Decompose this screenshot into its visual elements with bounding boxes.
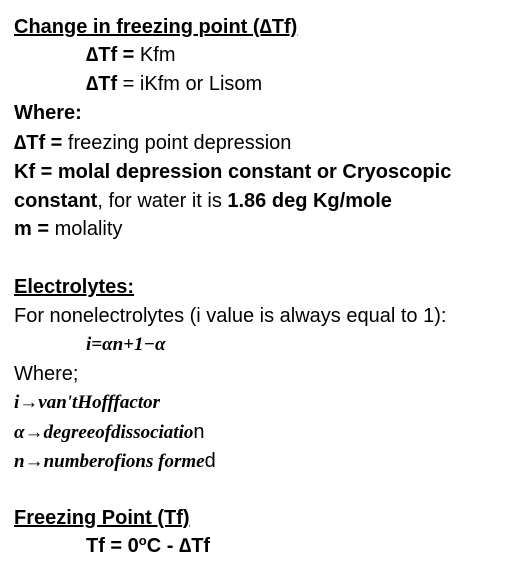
kf-definition-line2	[14, 189, 392, 213]
kf-constant-value: 1.86 deg Kg/mole	[227, 190, 392, 212]
delta-tf-definition	[14, 131, 291, 155]
equation-2-rhs: = iKfm or Lisom	[117, 73, 263, 95]
def-alpha-text: α→degreeofdissociatio	[14, 422, 194, 443]
delta-tf-desc: freezing point depression	[62, 132, 292, 154]
def-n-text: n→numberofions forme	[14, 451, 205, 472]
kf-constant-word: constant	[14, 190, 98, 212]
delta-tf-term: ∆Tf =	[14, 132, 63, 154]
fp-eq-rhs: C - ∆Tf	[146, 535, 211, 557]
fp-eq-lhs: Tf = 0	[86, 535, 139, 557]
degree-symbol: o	[138, 533, 147, 548]
equation-1-rhs: Kfm	[134, 44, 176, 66]
m-term: m =	[14, 218, 50, 240]
where-label: Where:	[14, 102, 82, 124]
def-alpha-tail: n	[193, 421, 205, 443]
def-i: i→van'tHofffactor	[14, 392, 161, 413]
equation-1-lhs: ∆Tf =	[86, 44, 135, 66]
electrolytes-heading: Electrolytes:	[14, 276, 135, 298]
nonelectrolytes-intro: For nonelectrolytes (i value is always equal to 1):	[14, 305, 447, 327]
kf-constant-text: , for water it is	[97, 190, 228, 212]
kf-definition-line1: Kf = molal depression constant or Cryoscopic	[14, 161, 452, 183]
electrolytes-where-label: Where;	[14, 363, 79, 385]
def-n	[14, 449, 216, 474]
vant-hoff-formula: i=αn+1−α	[86, 334, 166, 355]
m-definition	[14, 217, 122, 241]
def-alpha	[14, 420, 205, 445]
equation-1	[86, 43, 175, 67]
freezing-change-heading: Change in freezing point (∆Tf)	[14, 16, 298, 38]
freezing-point-equation	[86, 534, 210, 558]
equation-2	[86, 72, 262, 96]
m-desc: molality	[49, 218, 123, 240]
def-n-tail: d	[204, 450, 216, 472]
freezing-point-heading: Freezing Point (Tf)	[14, 507, 190, 529]
equation-2-lhs: ∆Tf	[86, 73, 118, 95]
